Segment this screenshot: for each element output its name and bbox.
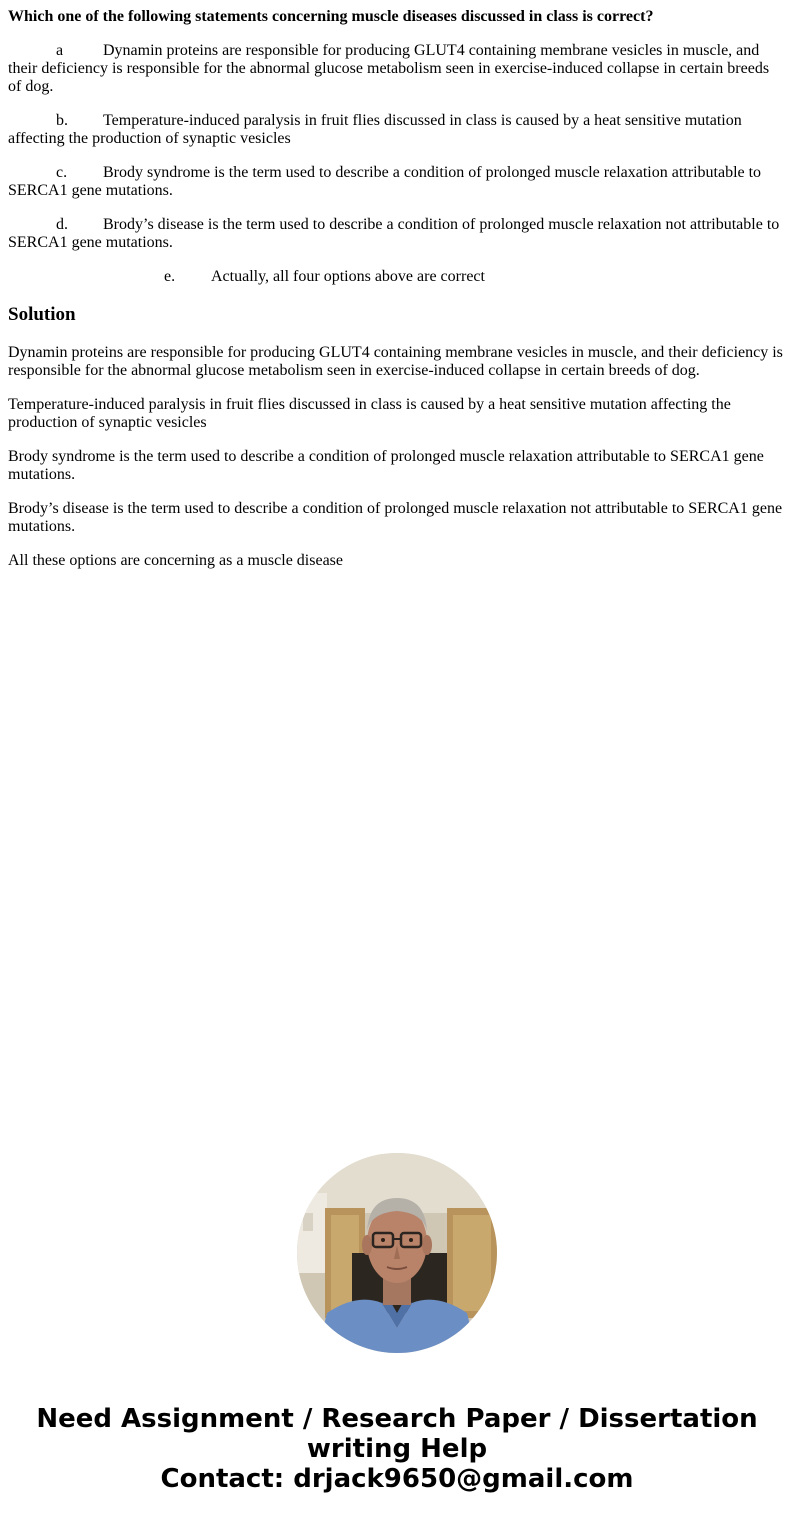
solution-paragraph: Dynamin proteins are responsible for producing GLUT4 containing membrane vesicles in muscle, and their deficiency is responsible for the abnormal glucose metabolism seen in exercise-induced collapse in certain breeds of dog. (8, 344, 783, 379)
option-text: Actually, all four options above are correct (211, 268, 485, 285)
option-text: Brody syndrome is the term used to describe a condition of prolonged muscle relaxation attributable to SERCA1 gene mutations. (8, 164, 762, 199)
option-text: Brody’s disease is the term used to describe a condition of prolonged muscle relaxation not attributable to SERCA1 gene mutations. (8, 216, 780, 251)
option-b (8, 112, 786, 148)
author-avatar (297, 1153, 497, 1353)
option-letter: c. (56, 164, 68, 181)
contact-email: Contact: drjack9650@gmail.com (160, 1464, 634, 1494)
option-letter: b. (56, 112, 68, 129)
question-text: Which one of the following statements concerning muscle diseases discussed in class is correct? (8, 8, 654, 25)
option-text: Dynamin proteins are responsible for producing GLUT4 containing membrane vesicles in muscle, and their deficiency is responsible for the abnormal glucose metabolism seen in exercise-induced collapse in certain breeds of dog. (8, 42, 770, 95)
solution-paragraph: All these options are concerning as a muscle disease (8, 552, 343, 569)
option-letter: a (56, 42, 64, 59)
solution-paragraph: Brody syndrome is the term used to describe a condition of prolonged muscle relaxation attributable to SERCA1 gene mutations. (8, 448, 764, 483)
solution-paragraph: Temperature-induced paralysis in fruit flies discussed in class is caused by a heat sensitive mutation affecting the production of synaptic vesicles (8, 396, 731, 431)
option-d (8, 216, 786, 252)
promo-line: Need Assignment / Research Paper / Dissertation (36, 1404, 758, 1434)
author-portrait-image (297, 1153, 497, 1353)
promo-line: writing Help (306, 1434, 488, 1464)
document-body (8, 8, 786, 586)
solution-paragraph: Brody’s disease is the term used to describe a condition of prolonged muscle relaxation not attributable to SERCA1 gene mutations. (8, 500, 783, 535)
promo-banner (0, 1404, 794, 1494)
option-e (8, 268, 786, 286)
option-letter: e. (164, 268, 176, 285)
solution-heading: Solution (8, 304, 76, 325)
option-c (8, 164, 786, 200)
option-letter: d. (56, 216, 68, 233)
option-text: Temperature-induced paralysis in fruit flies discussed in class is caused by a heat sensitive mutation affecting the production of synaptic vesicles (8, 112, 742, 147)
option-a (8, 42, 786, 96)
